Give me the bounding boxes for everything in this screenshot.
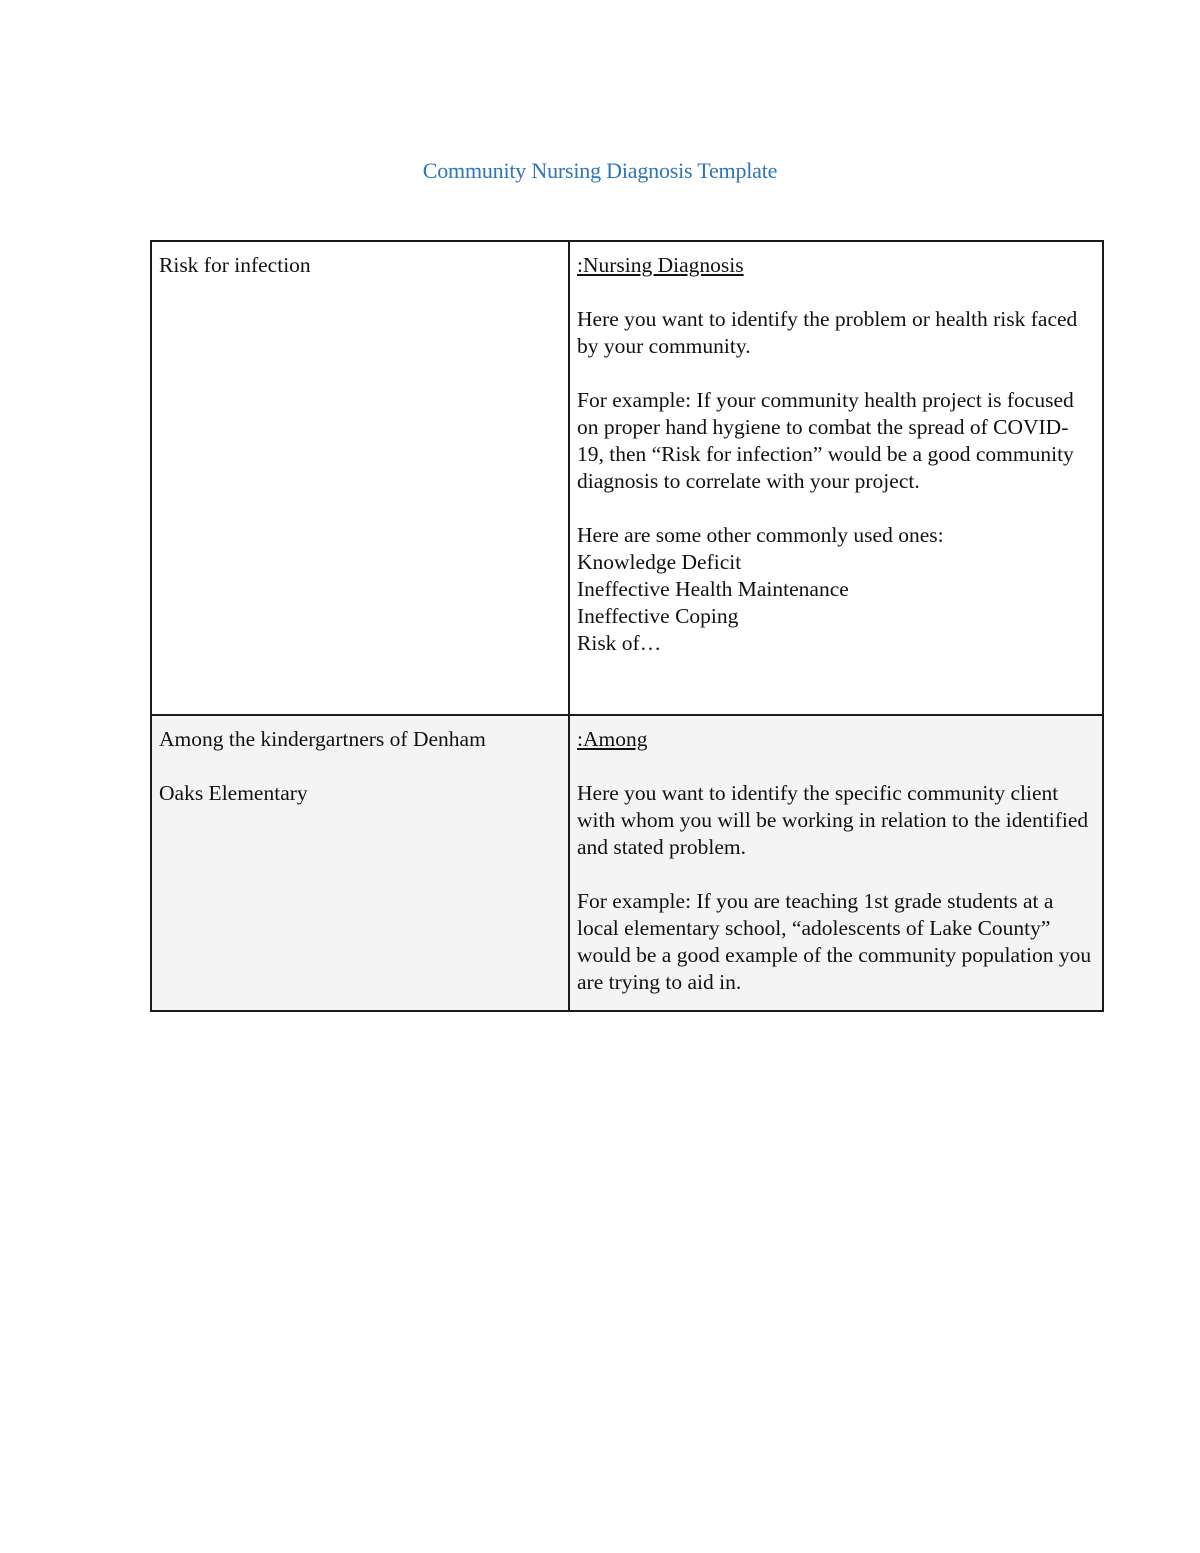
table-row-nursing-diagnosis (151, 241, 1103, 715)
list-item: Ineffective Coping (577, 604, 739, 628)
diagnosis-example-text: For example: If your community health project is focused on proper hand hygiene to combat the spread of COVID-19, then “Risk for infection” would be a good community diagnosis to correlate with your project. (577, 388, 1074, 493)
list-item: Ineffective Health Maintenance (577, 577, 849, 601)
cell-among-guidance (569, 715, 1103, 1011)
among-heading: :Among (577, 727, 648, 751)
diagnosis-table (150, 240, 1104, 1012)
table-row-among (151, 715, 1103, 1011)
cell-among-answer (151, 715, 569, 1011)
among-intro-text: Here you want to identify the specific community client with whom you will be working in relation to the identified and stated problem. (577, 781, 1089, 859)
list-item: Knowledge Deficit (577, 550, 742, 574)
diagnosis-intro-text: Here you want to identify the problem or health risk faced by your community. (577, 307, 1078, 358)
cell-diagnosis-answer (151, 241, 569, 715)
nursing-diagnosis-heading: :Nursing Diagnosis (577, 253, 744, 277)
among-answer-line-2: Oaks Elementary (159, 781, 308, 805)
among-answer-line-1: Among the kindergartners of Denham (159, 727, 486, 751)
among-example-text: For example: If you are teaching 1st grade students at a local elementary school, “adolescents of Lake County” would be a good example of the community population you are trying to aid in. (577, 889, 1092, 994)
list-item: Risk of… (577, 631, 662, 655)
diagnosis-list-intro: Here are some other commonly used ones: (577, 523, 944, 547)
cell-diagnosis-guidance (569, 241, 1103, 715)
diagnosis-answer-text: Risk for infection (159, 253, 311, 277)
document-title: Community Nursing Diagnosis Template (422, 158, 778, 183)
